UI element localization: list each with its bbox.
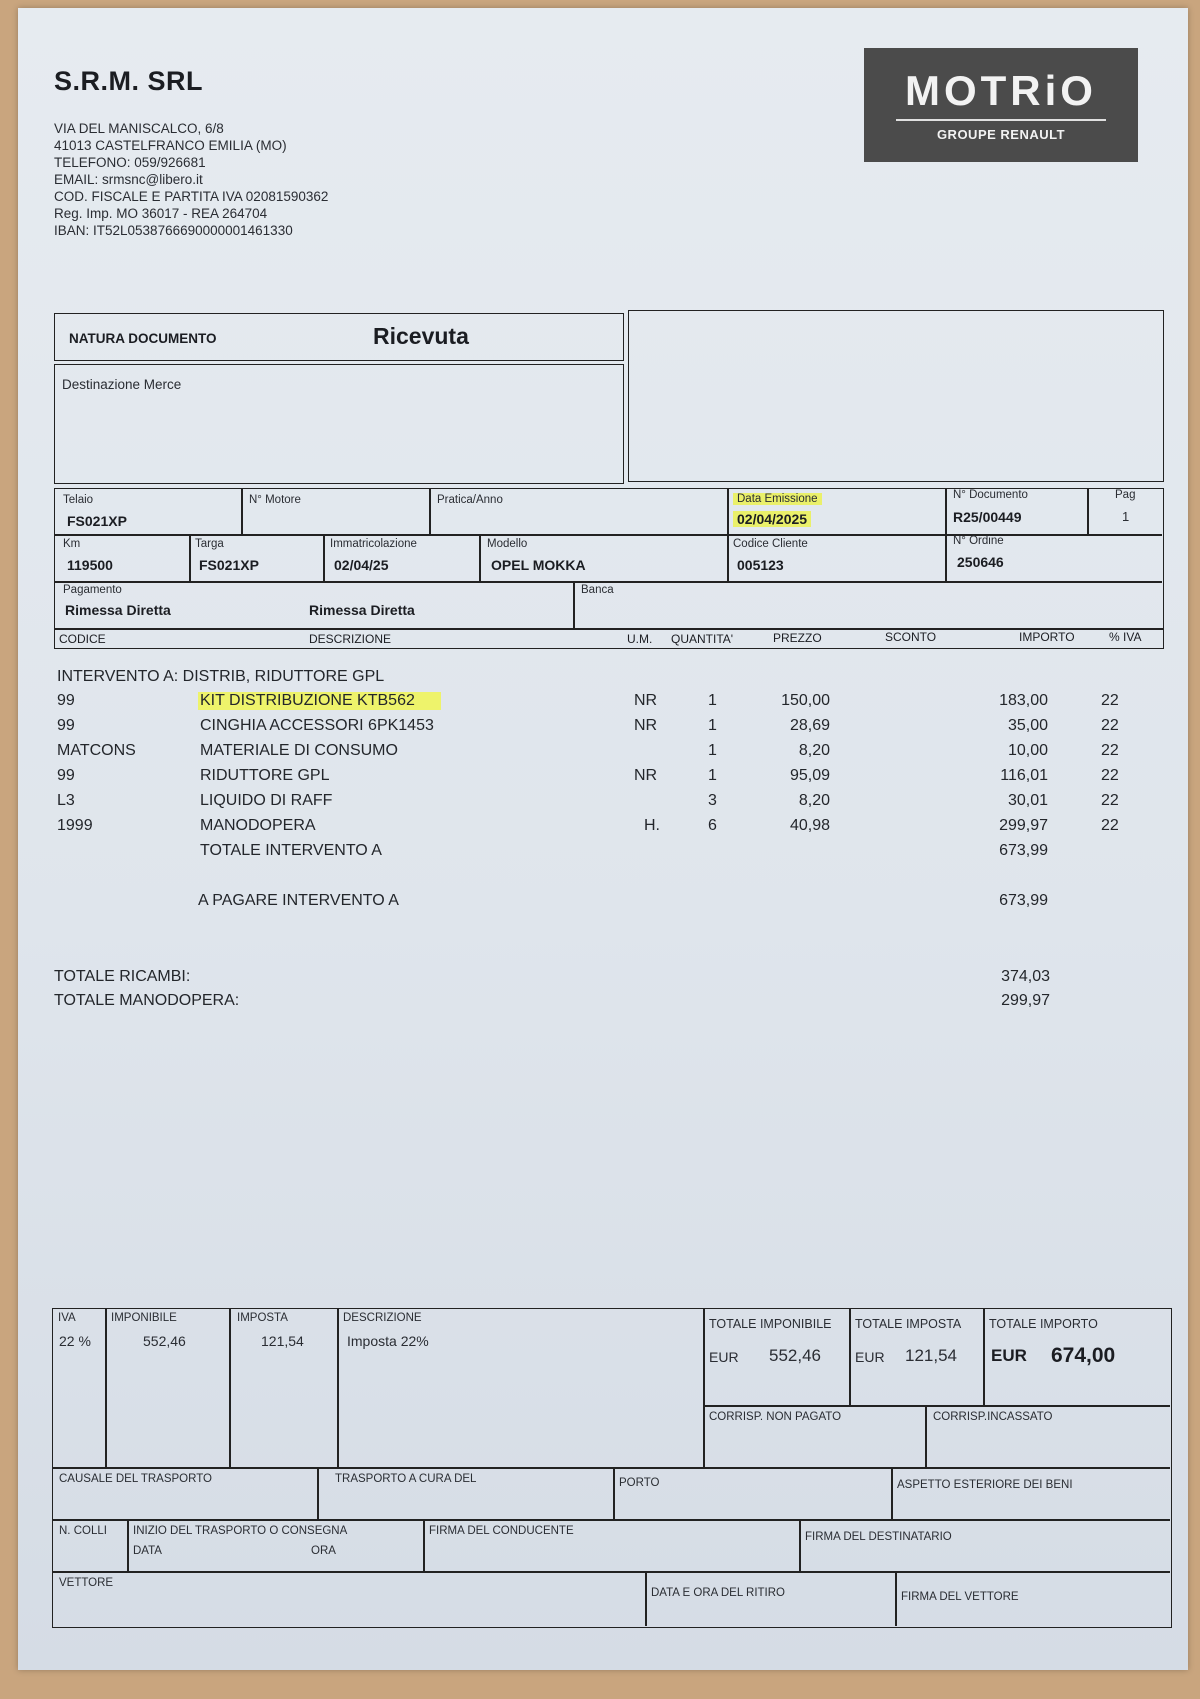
immatricolazione-label: Immatricolazione bbox=[330, 538, 417, 550]
col-divider bbox=[849, 1309, 851, 1405]
codice-cliente-label: Codice Cliente bbox=[733, 538, 808, 550]
item-price: 95,09 bbox=[789, 767, 830, 784]
banca-label: Banca bbox=[581, 584, 614, 596]
item-price: 150,00 bbox=[781, 692, 830, 709]
item-desc: KIT DISTRIBUZIONE KTB562 bbox=[198, 692, 441, 710]
descrizione-value: Imposta 22% bbox=[347, 1333, 429, 1349]
firma-conducente-label: FIRMA DEL CONDUCENTE bbox=[429, 1525, 574, 1537]
data-emissione-value: 02/04/2025 bbox=[733, 511, 811, 527]
address-line: COD. FISCALE E PARTITA IVA 02081590362 bbox=[54, 189, 329, 204]
codice-cliente-value: 005123 bbox=[737, 557, 784, 573]
item-qty: 1 bbox=[708, 717, 717, 734]
data-label: DATA bbox=[133, 1545, 162, 1557]
aspetto-esteriore-label: ASPETTO ESTERIORE DEI BENI bbox=[897, 1479, 1073, 1491]
row-divider bbox=[703, 1405, 1170, 1407]
header-sconto: SCONTO bbox=[885, 630, 937, 644]
causale-trasporto-label: CAUSALE DEL TRASPORTO bbox=[59, 1473, 212, 1485]
header-quantita: QUANTITA' bbox=[671, 632, 734, 646]
tot-imponibile-label: TOTALE IMPONIBILE bbox=[709, 1317, 832, 1331]
imponibile-value: 552,46 bbox=[143, 1333, 186, 1349]
item-qty: 3 bbox=[708, 792, 717, 809]
destinazione-merce-box bbox=[54, 364, 624, 484]
pagamento-desc: Rimessa Diretta bbox=[309, 602, 415, 618]
address-line: IBAN: IT52L0538766690000001461330 bbox=[54, 223, 293, 238]
col-divider bbox=[891, 1467, 893, 1519]
corrisp-incassato-label: CORRISP.INCASSATO bbox=[933, 1411, 1053, 1423]
address-line: EMAIL: srmsnc@libero.it bbox=[54, 172, 203, 187]
a-pagare-label: A PAGARE INTERVENTO A bbox=[198, 892, 399, 909]
col-divider bbox=[479, 534, 481, 581]
item-qty: 1 bbox=[708, 742, 717, 759]
tot-imponibile-value: 552,46 bbox=[769, 1346, 821, 1365]
col-divider bbox=[229, 1309, 231, 1467]
recipient-box bbox=[628, 310, 1164, 482]
natura-label: NATURA DOCUMENTO bbox=[69, 331, 217, 346]
item-qty: 6 bbox=[708, 817, 717, 834]
header-prezzo: PREZZO bbox=[773, 631, 822, 645]
address-line: VIA DEL MANISCALCO, 6/8 bbox=[54, 121, 224, 136]
pagamento-label: Pagamento bbox=[63, 584, 122, 596]
n-ordine-value: 250646 bbox=[957, 554, 1004, 570]
n-documento-value: R25/00449 bbox=[953, 509, 1022, 525]
intervento-title: INTERVENTO A: DISTRIB, RIDUTTORE GPL bbox=[57, 668, 385, 685]
iva-label: IVA bbox=[58, 1312, 76, 1324]
item-code: MATCONS bbox=[57, 742, 136, 759]
col-divider bbox=[645, 1571, 647, 1626]
item-um: NR bbox=[634, 767, 658, 784]
totale-ricambi-value: 374,03 bbox=[1001, 968, 1050, 985]
col-divider bbox=[983, 1309, 985, 1405]
motore-label: N° Motore bbox=[249, 494, 301, 506]
table-header bbox=[54, 628, 1164, 649]
a-pagare-value: 673,99 bbox=[999, 892, 1048, 909]
iva-value: 22 % bbox=[59, 1333, 91, 1349]
item-code: 1999 bbox=[57, 817, 93, 834]
item-amount: 116,01 bbox=[1000, 767, 1048, 784]
totale-ricambi-label: TOTALE RICAMBI: bbox=[54, 968, 191, 985]
imposta-value: 121,54 bbox=[261, 1333, 304, 1349]
tot-imposta-currency: EUR bbox=[855, 1349, 885, 1365]
trasporto-cura-label: TRASPORTO A CURA DEL bbox=[335, 1473, 477, 1485]
item-iva: 22 bbox=[1101, 792, 1119, 809]
company-name: S.R.M. SRL bbox=[54, 66, 204, 96]
telaio-label: Telaio bbox=[63, 494, 94, 506]
col-divider bbox=[727, 489, 729, 581]
tot-importo-value: 674,00 bbox=[1051, 1344, 1116, 1367]
col-divider bbox=[189, 534, 191, 581]
col-divider bbox=[423, 1519, 425, 1571]
destinazione-label: Destinazione Merce bbox=[62, 377, 182, 392]
item-code: 99 bbox=[57, 692, 75, 709]
item-qty: 1 bbox=[708, 767, 717, 784]
totale-manodopera-value: 299,97 bbox=[1001, 992, 1050, 1009]
pratica-label: Pratica/Anno bbox=[437, 494, 503, 506]
n-ordine-label: N° Ordine bbox=[953, 535, 1004, 547]
receipt-paper bbox=[18, 8, 1188, 1670]
item-iva: 22 bbox=[1101, 817, 1119, 834]
col-divider bbox=[945, 489, 947, 581]
header-um: U.M. bbox=[627, 632, 653, 646]
item-qty: 1 bbox=[708, 692, 717, 709]
inizio-trasporto-label: INIZIO DEL TRASPORTO O CONSEGNA bbox=[133, 1525, 348, 1537]
tot-importo-label: TOTALE IMPORTO bbox=[989, 1317, 1098, 1331]
motrio-logo bbox=[864, 48, 1138, 162]
col-divider bbox=[429, 489, 431, 534]
item-iva: 22 bbox=[1101, 742, 1119, 759]
item-price: 28,69 bbox=[789, 717, 830, 734]
immatricolazione-value: 02/04/25 bbox=[334, 557, 389, 573]
item-amount: 183,00 bbox=[999, 692, 1048, 709]
row-divider bbox=[53, 1571, 1170, 1573]
col-divider bbox=[1087, 489, 1089, 534]
imposta-label: IMPOSTA bbox=[237, 1312, 288, 1324]
col-divider bbox=[703, 1309, 705, 1467]
item-iva: 22 bbox=[1101, 717, 1119, 734]
pag-value: 1 bbox=[1122, 509, 1130, 524]
company-address bbox=[54, 120, 328, 239]
item-desc: RIDUTTORE GPL bbox=[200, 767, 330, 784]
footer-table bbox=[52, 1308, 1172, 1628]
row-divider bbox=[55, 581, 1162, 583]
tot-imposta-value: 121,54 bbox=[905, 1346, 957, 1365]
item-price: 40,98 bbox=[789, 817, 830, 834]
header-importo: IMPORTO bbox=[1019, 630, 1075, 644]
telaio-value: FS021XP bbox=[67, 513, 127, 529]
item-amount: 35,00 bbox=[1007, 717, 1048, 734]
header-descrizione: DESCRIZIONE bbox=[309, 632, 392, 646]
item-um: NR bbox=[634, 717, 658, 734]
item-amount: 30,01 bbox=[1007, 792, 1048, 809]
item-amount: 299,97 bbox=[999, 817, 1048, 834]
logo-group: GROUPE RENAULT bbox=[936, 126, 1066, 142]
natura-value: Ricevuta bbox=[373, 323, 469, 349]
totale-manodopera-label: TOTALE MANODOPERA: bbox=[54, 992, 240, 1009]
targa-value: FS021XP bbox=[199, 557, 259, 573]
item-desc: MANODOPERA bbox=[200, 817, 316, 834]
totale-intervento-value: 673,99 bbox=[999, 842, 1048, 859]
tot-imponibile-currency: EUR bbox=[709, 1349, 739, 1365]
item-price: 8,20 bbox=[798, 792, 830, 809]
address-line: Reg. Imp. MO 36017 - REA 264704 bbox=[54, 206, 268, 221]
row-divider bbox=[53, 1519, 1170, 1521]
vettore-label: VETTORE bbox=[59, 1577, 114, 1589]
col-divider bbox=[573, 581, 575, 629]
logo-rule bbox=[896, 119, 1106, 121]
col-divider bbox=[337, 1309, 339, 1467]
pag-label: Pag bbox=[1115, 489, 1136, 501]
col-divider bbox=[317, 1467, 319, 1519]
descrizione-label: DESCRIZIONE bbox=[343, 1312, 422, 1324]
col-divider bbox=[895, 1571, 897, 1626]
item-um: NR bbox=[634, 692, 658, 709]
tot-importo-currency: EUR bbox=[991, 1346, 1027, 1365]
totale-intervento-label: TOTALE INTERVENTO A bbox=[200, 842, 382, 859]
targa-label: Targa bbox=[195, 538, 224, 550]
col-divider bbox=[613, 1467, 615, 1519]
modello-value: OPEL MOKKA bbox=[491, 557, 586, 573]
corrisp-non-pagato-label: CORRISP. NON PAGATO bbox=[709, 1411, 842, 1423]
item-desc: CINGHIA ACCESSORI 6PK1453 bbox=[200, 717, 434, 734]
col-divider bbox=[241, 489, 243, 534]
data-emissione-label: Data Emissione bbox=[733, 493, 822, 505]
row-divider bbox=[53, 1467, 1170, 1469]
ora-label: ORA bbox=[311, 1545, 336, 1557]
vehicle-info-table bbox=[54, 488, 1164, 630]
n-documento-label: N° Documento bbox=[953, 489, 1028, 501]
tot-imposta-label: TOTALE IMPOSTA bbox=[855, 1317, 962, 1331]
pagamento-value: Rimessa Diretta bbox=[65, 602, 171, 618]
firma-vettore-label: FIRMA DEL VETTORE bbox=[901, 1591, 1019, 1603]
item-amount: 10,00 bbox=[1007, 742, 1048, 759]
logo-brand: MOTRiO bbox=[905, 66, 1097, 114]
item-price: 8,20 bbox=[798, 742, 830, 759]
header-codice: CODICE bbox=[59, 632, 106, 646]
porto-label: PORTO bbox=[619, 1477, 660, 1489]
item-um: H. bbox=[644, 817, 660, 834]
address-line: TELEFONO: 059/926681 bbox=[54, 155, 206, 170]
col-divider bbox=[925, 1405, 927, 1467]
header-iva: % IVA bbox=[1109, 630, 1142, 644]
natura-documento-box bbox=[54, 313, 624, 361]
item-code: 99 bbox=[57, 767, 75, 784]
km-label: Km bbox=[63, 538, 81, 550]
imponibile-label: IMPONIBILE bbox=[111, 1312, 177, 1324]
modello-label: Modello bbox=[487, 538, 528, 550]
col-divider bbox=[323, 534, 325, 581]
item-desc: LIQUIDO DI RAFF bbox=[200, 792, 333, 809]
col-divider bbox=[127, 1519, 129, 1571]
item-iva: 22 bbox=[1101, 767, 1119, 784]
item-desc: MATERIALE DI CONSUMO bbox=[200, 742, 398, 759]
item-iva: 22 bbox=[1101, 692, 1119, 709]
col-divider bbox=[799, 1519, 801, 1571]
n-colli-label: N. COLLI bbox=[59, 1525, 107, 1537]
item-code: L3 bbox=[57, 792, 75, 809]
col-divider bbox=[105, 1309, 107, 1467]
firma-destinatario-label: FIRMA DEL DESTINATARIO bbox=[805, 1531, 952, 1543]
address-line: 41013 CASTELFRANCO EMILIA (MO) bbox=[54, 138, 287, 153]
data-ora-ritiro-label: DATA E ORA DEL RITIRO bbox=[651, 1587, 785, 1599]
km-value: 119500 bbox=[67, 557, 113, 573]
item-code: 99 bbox=[57, 717, 75, 734]
